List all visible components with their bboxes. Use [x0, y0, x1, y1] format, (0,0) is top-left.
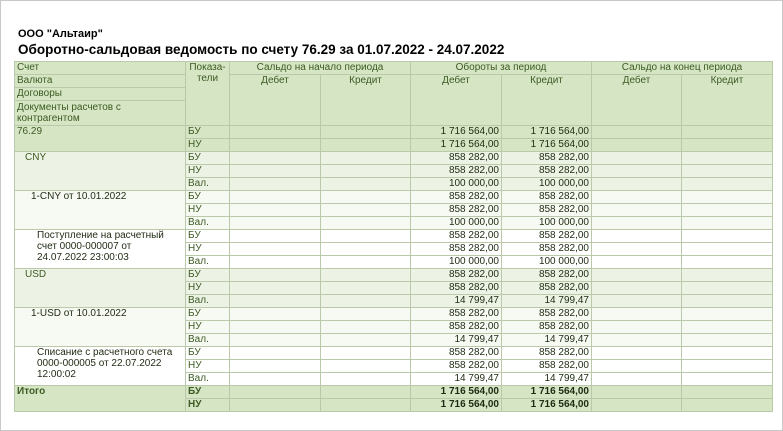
empty-cell — [592, 230, 682, 243]
turnover-credit: 14 799,47 — [502, 295, 592, 308]
empty-cell — [321, 165, 411, 178]
turnover-debit: 858 282,00 — [411, 152, 502, 165]
turnover-credit: 1 716 564,00 — [502, 139, 592, 152]
turnover-debit: 858 282,00 — [411, 308, 502, 321]
turnover-credit: 1 716 564,00 — [502, 399, 592, 412]
turnover-debit: 1 716 564,00 — [411, 126, 502, 139]
empty-cell — [682, 373, 773, 386]
table-row — [15, 126, 773, 139]
indicator-nu: НУ — [186, 139, 230, 152]
table-row — [15, 308, 773, 321]
document-label: Списание с расчетного счета 0000-000005 от 22.07.2022 12:00:02 — [15, 347, 186, 386]
empty-cell — [592, 360, 682, 373]
turnover-credit: 100 000,00 — [502, 217, 592, 230]
empty-cell — [592, 373, 682, 386]
header-indicators: Показа-тели — [186, 62, 230, 126]
header-account: Счет — [15, 62, 186, 75]
empty-cell — [682, 282, 773, 295]
account-label: 76.29 — [15, 126, 186, 152]
empty-cell — [321, 360, 411, 373]
empty-cell — [321, 321, 411, 334]
empty-cell — [321, 295, 411, 308]
turnover-debit: 858 282,00 — [411, 321, 502, 334]
turnover-debit: 858 282,00 — [411, 191, 502, 204]
turnover-credit: 858 282,00 — [502, 321, 592, 334]
turnover-debit: 100 000,00 — [411, 217, 502, 230]
indicator-bu: БУ — [186, 191, 230, 204]
organization-name: ООО "Альтаир" — [18, 28, 103, 40]
turnover-debit: 858 282,00 — [411, 204, 502, 217]
empty-cell — [230, 334, 321, 347]
empty-cell — [230, 308, 321, 321]
empty-cell — [230, 126, 321, 139]
empty-cell — [230, 230, 321, 243]
empty-cell — [321, 191, 411, 204]
turnover-debit: 858 282,00 — [411, 230, 502, 243]
empty-cell — [230, 217, 321, 230]
turnover-credit: 858 282,00 — [502, 165, 592, 178]
turnover-debit: 100 000,00 — [411, 256, 502, 269]
empty-cell — [321, 204, 411, 217]
indicator-nu: НУ — [186, 165, 230, 178]
empty-cell — [230, 165, 321, 178]
empty-cell — [682, 347, 773, 360]
indicator-nu: НУ — [186, 243, 230, 256]
turnover-debit: 14 799,47 — [411, 334, 502, 347]
empty-cell — [230, 269, 321, 282]
turnover-credit: 14 799,47 — [502, 373, 592, 386]
empty-cell — [321, 230, 411, 243]
empty-cell — [682, 230, 773, 243]
empty-cell — [230, 243, 321, 256]
empty-cell — [321, 399, 411, 412]
empty-cell — [682, 386, 773, 399]
table-row — [15, 347, 773, 360]
empty-cell — [592, 334, 682, 347]
header-contracts: Договоры — [15, 88, 186, 101]
turnover-credit: 100 000,00 — [502, 256, 592, 269]
turnover-debit: 100 000,00 — [411, 178, 502, 191]
empty-cell — [592, 399, 682, 412]
empty-cell — [592, 165, 682, 178]
turnover-debit: 1 716 564,00 — [411, 399, 502, 412]
turnover-credit: 1 716 564,00 — [502, 386, 592, 399]
report-title: Оборотно-сальдовая ведомость по счету 76.29 за 01.07.2022 - 24.07.2022 — [18, 42, 505, 57]
indicator-bu: БУ — [186, 230, 230, 243]
empty-cell — [682, 178, 773, 191]
turnover-credit: 1 716 564,00 — [502, 126, 592, 139]
empty-cell — [230, 152, 321, 165]
empty-cell — [682, 308, 773, 321]
turnover-debit: 858 282,00 — [411, 347, 502, 360]
empty-cell — [321, 217, 411, 230]
empty-cell — [682, 204, 773, 217]
empty-cell — [592, 204, 682, 217]
document-label: Поступление на расчетный счет 0000-000007 от 24.07.2022 23:00:03 — [15, 230, 186, 269]
indicator-val: Вал. — [186, 178, 230, 191]
turnover-credit: 14 799,47 — [502, 334, 592, 347]
header-row — [15, 75, 773, 88]
empty-cell — [592, 139, 682, 152]
turnover-credit: 858 282,00 — [502, 152, 592, 165]
indicator-bu: БУ — [186, 152, 230, 165]
empty-cell — [682, 295, 773, 308]
empty-cell — [230, 204, 321, 217]
indicator-bu: БУ — [186, 386, 230, 399]
empty-cell — [592, 282, 682, 295]
empty-cell — [592, 269, 682, 282]
table-row — [15, 191, 773, 204]
empty-cell — [321, 308, 411, 321]
empty-cell — [230, 178, 321, 191]
empty-cell — [321, 178, 411, 191]
empty-cell — [592, 321, 682, 334]
turnover-credit: 858 282,00 — [502, 308, 592, 321]
empty-cell — [321, 373, 411, 386]
turnover-credit: 858 282,00 — [502, 347, 592, 360]
report-table — [14, 61, 773, 412]
turnover-credit: 858 282,00 — [502, 269, 592, 282]
empty-cell — [682, 152, 773, 165]
empty-cell — [592, 152, 682, 165]
turnover-credit: 858 282,00 — [502, 230, 592, 243]
empty-cell — [230, 321, 321, 334]
table-row — [15, 269, 773, 282]
turnover-debit: 858 282,00 — [411, 360, 502, 373]
header-row — [15, 62, 773, 75]
empty-cell — [592, 178, 682, 191]
empty-cell — [230, 282, 321, 295]
empty-cell — [321, 139, 411, 152]
contract-label: 1-USD от 10.01.2022 — [15, 308, 186, 347]
empty-cell — [321, 282, 411, 295]
empty-cell — [682, 165, 773, 178]
indicator-val: Вал. — [186, 217, 230, 230]
empty-cell — [230, 399, 321, 412]
header-settlement-docs: Документы расчетов с контрагентом — [15, 101, 186, 126]
empty-cell — [682, 269, 773, 282]
turnover-credit: 858 282,00 — [502, 191, 592, 204]
empty-cell — [321, 256, 411, 269]
empty-cell — [592, 308, 682, 321]
table-row — [15, 230, 773, 243]
turnover-debit: 858 282,00 — [411, 243, 502, 256]
indicator-nu: НУ — [186, 204, 230, 217]
header-turnover: Обороты за период — [411, 62, 592, 75]
turnover-credit: 858 282,00 — [502, 243, 592, 256]
empty-cell — [230, 256, 321, 269]
turnover-debit: 858 282,00 — [411, 165, 502, 178]
indicator-nu: НУ — [186, 321, 230, 334]
header-credit: Кредит — [682, 75, 773, 126]
empty-cell — [321, 152, 411, 165]
empty-cell — [682, 139, 773, 152]
empty-cell — [682, 217, 773, 230]
empty-cell — [230, 139, 321, 152]
empty-cell — [592, 126, 682, 139]
empty-cell — [592, 295, 682, 308]
empty-cell — [321, 347, 411, 360]
header-credit: Кредит — [321, 75, 411, 126]
empty-cell — [321, 243, 411, 256]
empty-cell — [321, 269, 411, 282]
turnover-debit: 1 716 564,00 — [411, 139, 502, 152]
empty-cell — [592, 191, 682, 204]
total-label: Итого — [15, 386, 186, 412]
empty-cell — [682, 243, 773, 256]
indicator-val: Вал. — [186, 334, 230, 347]
header-closing-balance: Сальдо на конец периода — [592, 62, 773, 75]
indicator-nu: НУ — [186, 282, 230, 295]
indicator-val: Вал. — [186, 256, 230, 269]
indicator-val: Вал. — [186, 295, 230, 308]
indicator-bu: БУ — [186, 269, 230, 282]
turnover-debit: 14 799,47 — [411, 373, 502, 386]
turnover-debit: 14 799,47 — [411, 295, 502, 308]
currency-label: USD — [15, 269, 186, 308]
turnover-credit: 100 000,00 — [502, 178, 592, 191]
empty-cell — [230, 347, 321, 360]
empty-cell — [230, 191, 321, 204]
empty-cell — [230, 360, 321, 373]
header-debit: Дебет — [230, 75, 321, 126]
empty-cell — [321, 334, 411, 347]
empty-cell — [682, 256, 773, 269]
header-credit: Кредит — [502, 75, 592, 126]
indicator-nu: НУ — [186, 399, 230, 412]
empty-cell — [592, 243, 682, 256]
turnover-debit: 1 716 564,00 — [411, 386, 502, 399]
empty-cell — [682, 321, 773, 334]
indicator-bu: БУ — [186, 308, 230, 321]
empty-cell — [682, 191, 773, 204]
empty-cell — [682, 360, 773, 373]
empty-cell — [230, 373, 321, 386]
total-row — [15, 386, 773, 399]
turnover-credit: 858 282,00 — [502, 282, 592, 295]
header-debit: Дебет — [411, 75, 502, 126]
empty-cell — [592, 347, 682, 360]
header-opening-balance: Сальдо на начало периода — [230, 62, 411, 75]
header-debit: Дебет — [592, 75, 682, 126]
turnover-credit: 858 282,00 — [502, 204, 592, 217]
indicator-bu: БУ — [186, 126, 230, 139]
indicator-nu: НУ — [186, 360, 230, 373]
empty-cell — [592, 256, 682, 269]
empty-cell — [230, 386, 321, 399]
indicator-bu: БУ — [186, 347, 230, 360]
table-row — [15, 152, 773, 165]
empty-cell — [230, 295, 321, 308]
contract-label: 1-CNY от 10.01.2022 — [15, 191, 186, 230]
empty-cell — [321, 386, 411, 399]
empty-cell — [682, 334, 773, 347]
empty-cell — [682, 126, 773, 139]
empty-cell — [592, 386, 682, 399]
turnover-debit: 858 282,00 — [411, 282, 502, 295]
empty-cell — [682, 399, 773, 412]
header-currency: Валюта — [15, 75, 186, 88]
empty-cell — [321, 126, 411, 139]
empty-cell — [592, 217, 682, 230]
indicator-val: Вал. — [186, 373, 230, 386]
turnover-debit: 858 282,00 — [411, 269, 502, 282]
currency-label: CNY — [15, 152, 186, 191]
turnover-credit: 858 282,00 — [502, 360, 592, 373]
